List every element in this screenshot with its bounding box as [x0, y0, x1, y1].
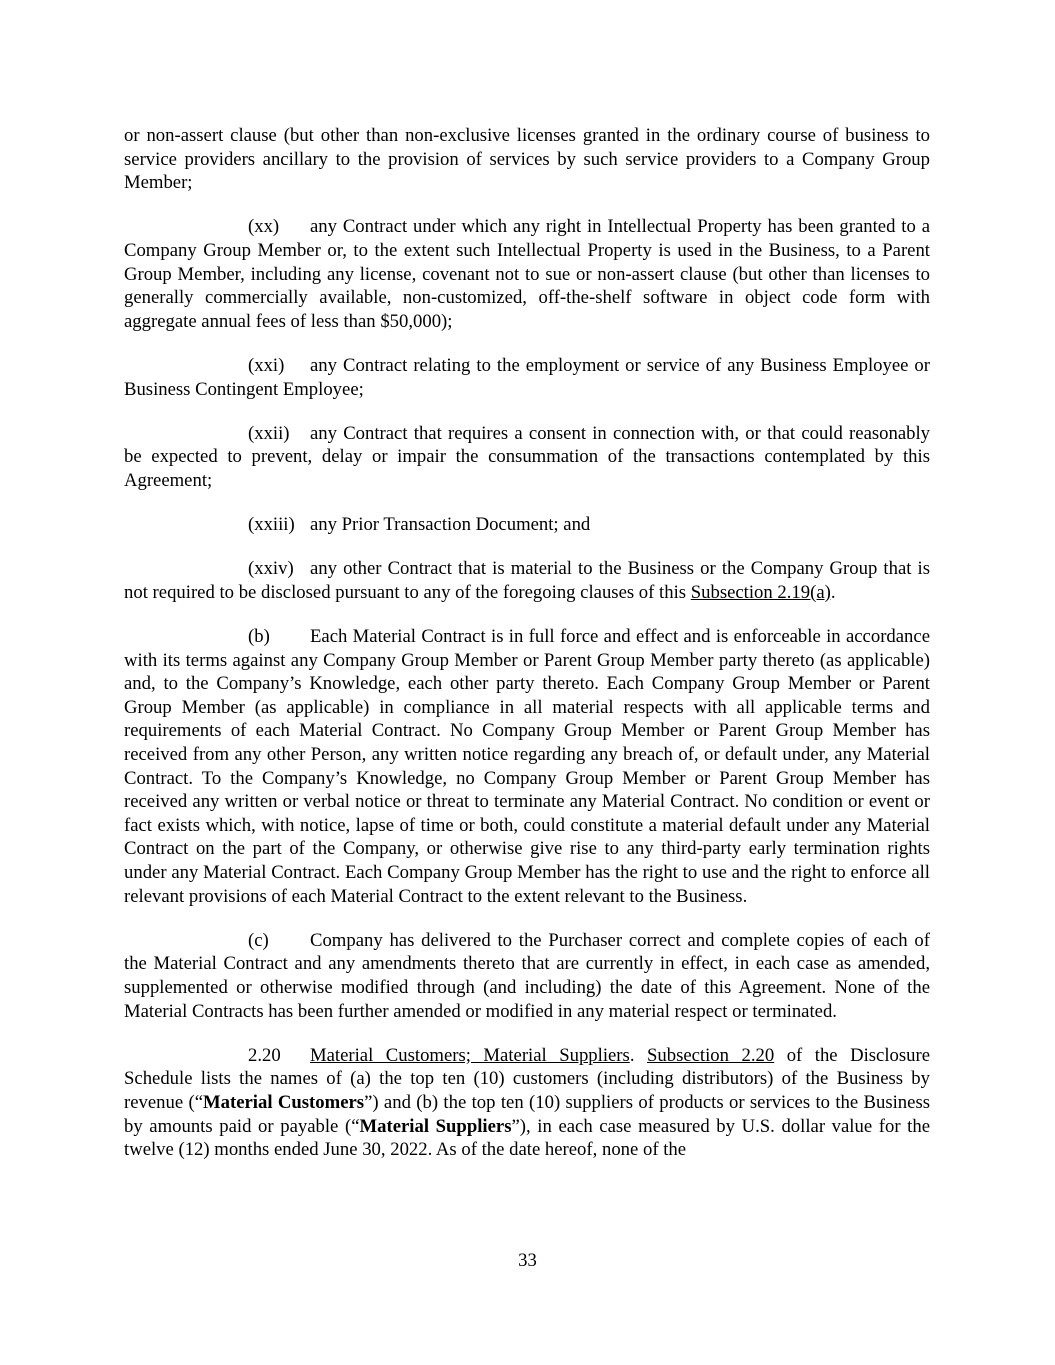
section-text-2: ”) and (b) the top ten (10) suppliers of products or services to the Business by amounts paid or payable (“	[124, 1091, 930, 1137]
document-page	[124, 124, 930, 1182]
section-text-1: of the Disclosure Schedule lists the names of (a) the top ten (10) customers (including distributors) of the Business by revenue (“	[124, 1044, 931, 1113]
clause-xxiii	[124, 513, 930, 537]
clause-number: (xxi)	[248, 354, 285, 376]
paragraph-text: Each Material Contract is in full force and effect and is enforceable in accordance with its terms against any Company Group Member or Parent Group Member party thereto (as applicable) and, to the Company’s Knowledge, each other party thereto. Each Company Group Member or Parent Group Member (as applicable) in compliance in all material respects with all applicable terms and requirements of each Material Contract. No Company Group Member or Parent Group Member has received from any other Person, any written notice regarding any breach of, or default under, any Material Contract. To the Company’s Knowledge, no Company Group Member or Parent Group Member has received any written or verbal notice or threat to terminate any Material Contract. No condition or event or fact exists which, with notice, lapse of time or both, could constitute a material default under any Material Contract on the part of the Company, or otherwise give rise to any third-party early termination rights under any Material Contract. Each Company Group Member has the right to use and the right to enforce all relevant provisions of each Material Contract to the extent relevant to the Business.	[124, 626, 930, 907]
clause-number: (xxii)	[248, 422, 290, 444]
defined-term-material-customers: Material Customers	[203, 1091, 365, 1113]
clause-text: any Prior Transaction Document; and	[310, 514, 591, 536]
clause-number: (xxiii)	[248, 514, 295, 536]
section-heading-end: .	[629, 1044, 647, 1066]
paragraph-c	[124, 929, 930, 1023]
section-heading: Material Customers; Material Suppliers	[310, 1044, 630, 1066]
clause-text: any Contract relating to the employment or service of any Business Employee or Business Contingent Employee;	[124, 354, 930, 400]
clause-xxii	[124, 422, 930, 493]
paragraph-continuation: or non-assert clause (but other than non-exclusive licenses granted in the ordinary course of business to service providers ancillary to the provision of services by such service providers to a Company Group Member;	[124, 125, 930, 194]
clause-number: (xx)	[248, 216, 280, 238]
section-2-20	[124, 1044, 930, 1162]
clause-text: any Contract under which any right in Intellectual Property has been granted to a Company Group Member or, to the extent such Intellectual Property is used in the Business, to a Parent Group Member, including any license, covenant not to sue or non-assert clause (but other than licenses to generally commercially available, non-customized, off-the-shelf software in object code form with aggregate annual fees of less than $50,000);	[124, 216, 930, 332]
paragraph-number: (c)	[248, 929, 269, 951]
section-text-3: ”), in each case measured by U.S. dollar value for the twelve (12) months ended June 30, 2022. As of the date hereof, none of the	[124, 1115, 930, 1161]
clause-xx	[124, 215, 930, 333]
page-number: 33	[518, 1250, 537, 1271]
section-number: 2.20	[248, 1044, 281, 1066]
subsection-reference: Subsection 2.20	[646, 1044, 775, 1066]
clause-xxi	[124, 354, 930, 401]
defined-term-material-suppliers: Material Suppliers	[359, 1115, 512, 1137]
subsection-reference-link: Subsection 2.19(a)	[690, 581, 831, 603]
clause-text: any Contract that requires a consent in connection with, or that could reasonably be expected to prevent, delay or impair the consummation of the transactions contemplated by this Agreement;	[124, 422, 930, 491]
paragraph-b	[124, 625, 930, 908]
clause-text: any other Contract that is material to the Business or the Company Group that is not required to be disclosed pursuant to any of the foregoing clauses of this	[124, 558, 930, 603]
clause-number: (xxiv)	[248, 558, 294, 580]
clause-xxiv	[124, 557, 930, 604]
paragraph-number: (b)	[248, 626, 270, 648]
paragraph-text: Company has delivered to the Purchaser correct and complete copies of each of the Material Contract and any amendments thereto that are currently in effect, in each case as amended, supplemented or otherwise modified through (and including) the date of this Agreement. None of the Material Contracts has been further amended or modified in any material respect or terminated.	[124, 929, 930, 1022]
clause-end: .	[830, 581, 836, 603]
